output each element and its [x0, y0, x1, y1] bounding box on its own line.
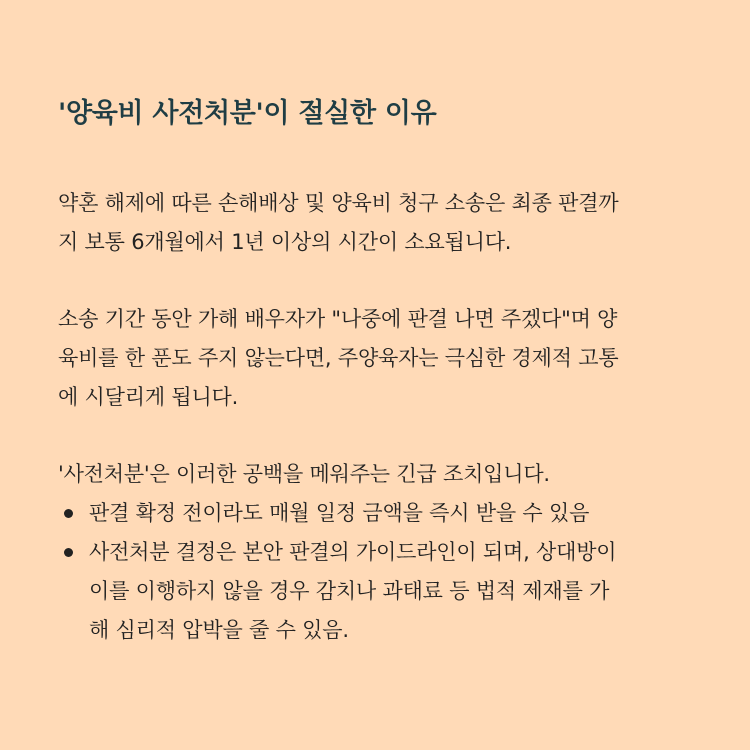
paragraph-line: 에 시달리게 됩니다. — [58, 385, 239, 409]
paragraph-problem — [58, 300, 694, 417]
paragraph-intro — [58, 184, 694, 262]
bullet-dot-icon — [64, 509, 73, 518]
page-title: '양육비 사전처분'이 절실한 이유 — [58, 98, 437, 129]
bullet-line: 판결 확정 전이라도 매월 일정 금액을 즉시 받을 수 있음 — [89, 501, 590, 525]
paragraph-line: 약혼 해제에 따른 손해배상 및 양육비 청구 소송은 최종 판결까 — [58, 191, 619, 215]
bullet-dot-icon — [64, 548, 73, 557]
paragraph-line: 지 보통 6개월에서 1년 이상의 시간이 소요됩니다. — [58, 230, 512, 254]
paragraph-line: 육비를 한 푼도 주지 않는다면, 주양육자는 극심한 경제적 고통 — [58, 346, 619, 370]
bullet-item — [58, 494, 694, 533]
bullet-item — [58, 533, 694, 650]
paragraph-solution — [58, 455, 694, 494]
bullet-line: 해 심리적 압박을 줄 수 있음. — [89, 618, 349, 642]
paragraph-line: 소송 기간 동안 가해 배우자가 "나중에 판결 나면 주겠다"며 양 — [58, 307, 618, 331]
bullet-line: 이를 이행하지 않을 경우 감치나 과태료 등 법적 제재를 가 — [89, 579, 610, 603]
bullet-list — [58, 494, 694, 650]
bullet-line: 사전처분 결정은 본안 판결의 가이드라인이 되며, 상대방이 — [89, 540, 617, 564]
paragraph-line: '사전처분'은 이러한 공백을 메워주는 긴급 조치입니다. — [58, 462, 550, 486]
